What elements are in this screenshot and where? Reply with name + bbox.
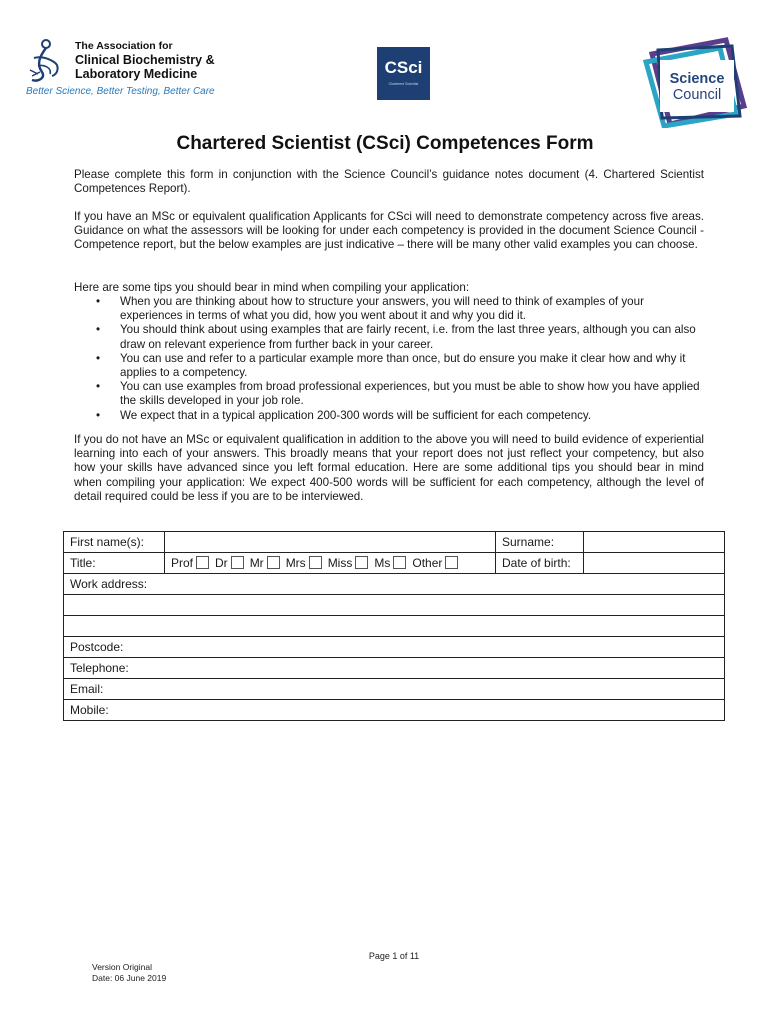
- page-number: Page 1 of 11: [368, 951, 420, 961]
- list-item: • You can use and refer to a particular example more than once, but do ensure you make it clear how and why it applies to a competency.: [96, 351, 686, 380]
- applicant-details-form: [63, 531, 725, 721]
- prof-checkbox[interactable]: [196, 556, 209, 569]
- title-option-ms: Ms: [374, 556, 391, 570]
- title-option-mrs: Mrs: [285, 556, 306, 570]
- dob-label: Date of birth:: [496, 553, 584, 574]
- table-row: [64, 616, 725, 637]
- list-item: • We expect that in a typical application 200-300 words will be sufficient for each competency.: [96, 408, 592, 422]
- csci-logo-subtext: Chartered Scientist: [388, 82, 419, 86]
- no-msc-paragraph: If you do not have an MSc or equivalent qualification in addition to the above you will need to build evidence of experiential learning into each of your answers. This broadly means that your report does not just reflect your competency, but also how your skills have advanced since you left formal education. Here are some additional tips you should bear in mind when compiling your application: We expect 400-500 words will be sufficient for each competency, although the level of detail required could be less if you are to be interviewed.: [74, 433, 704, 503]
- table-row: [64, 595, 725, 616]
- email-field[interactable]: Email:: [64, 679, 725, 700]
- miss-checkbox[interactable]: [355, 556, 368, 569]
- mr-checkbox[interactable]: [267, 556, 280, 569]
- version-date: Date: 06 June 2019: [92, 973, 167, 983]
- version-label: Version Original: [92, 962, 153, 972]
- first-names-label: First name(s):: [64, 532, 165, 553]
- title-option-other: Other: [412, 556, 443, 570]
- title-options: [165, 553, 496, 574]
- first-names-field[interactable]: [165, 532, 496, 553]
- msc-paragraph: If you have an MSc or equivalent qualification Applicants for CSci will need to demonstrate competency across five areas. Guidance on what the assessors will be looking for under each competency is provided in the document Science Council - Competence report, but the below examples are just indicative – there will be many other valid examples you can choose.: [74, 210, 704, 252]
- mrs-checkbox[interactable]: [309, 556, 322, 569]
- work-address-line2[interactable]: [64, 616, 725, 637]
- surname-label: Surname:: [496, 532, 584, 553]
- work-address-label: Work address:: [64, 574, 725, 595]
- list-item: • When you are thinking about how to structure your answers, you will need to think of examples of your experiences in terms of what you did, how you went about it and why you did it.: [96, 295, 644, 323]
- table-row: [64, 679, 725, 700]
- dr-checkbox[interactable]: [231, 556, 244, 569]
- intro-paragraph: Please complete this form in conjunction with the Science Council’s guidance notes document (4. Chartered Scientist Competences Report).: [74, 168, 704, 196]
- title-label: Title:: [64, 553, 165, 574]
- table-row: [64, 553, 725, 574]
- work-address-line1[interactable]: [64, 595, 725, 616]
- tips-intro: Here are some tips you should bear in mind when compiling your application:: [74, 281, 470, 294]
- telephone-field[interactable]: Telephone:: [64, 658, 725, 679]
- acb-emblem-icon: [24, 36, 72, 86]
- acb-name-line1: The Association for: [75, 40, 173, 52]
- title-option-prof: Prof: [171, 556, 194, 570]
- other-checkbox[interactable]: [445, 556, 458, 569]
- table-row: [64, 574, 725, 595]
- list-item: • You can use examples from broad professional experiences, but you must be able to show how you have applied the skills developed in your job role.: [96, 380, 700, 408]
- list-item: • You should think about using examples that are fairly recent, i.e. from the last three years, although you can also draw on relevant experience from further back in your career.: [96, 323, 696, 351]
- title-option-miss: Miss: [327, 556, 353, 570]
- dob-field[interactable]: [584, 553, 725, 574]
- acb-name-line2: Clinical Biochemistry &: [75, 53, 215, 67]
- table-row: [64, 658, 725, 679]
- science-council-line2: Council: [672, 87, 722, 103]
- acb-logo: [24, 36, 234, 100]
- csci-logo: [377, 47, 430, 100]
- title-option-mr: Mr: [249, 556, 264, 570]
- title-option-dr: Dr: [215, 556, 228, 570]
- table-row: [64, 700, 725, 721]
- acb-tagline: Better Science, Better Testing, Better Care: [26, 86, 215, 97]
- acb-name-line3: Laboratory Medicine: [75, 67, 198, 81]
- science-council-line1: Science: [669, 71, 725, 87]
- csci-logo-text: CSci: [384, 58, 423, 77]
- ms-checkbox[interactable]: [393, 556, 406, 569]
- table-row: [64, 637, 725, 658]
- mobile-field[interactable]: Mobile:: [64, 700, 725, 721]
- page-title: Chartered Scientist (CSci) Competences Form: [176, 133, 594, 154]
- surname-field[interactable]: [584, 532, 725, 553]
- tips-list: [96, 295, 705, 423]
- science-council-logo: [640, 36, 750, 128]
- postcode-field[interactable]: Postcode:: [64, 637, 725, 658]
- table-row: [64, 532, 725, 553]
- version-info: [92, 962, 166, 984]
